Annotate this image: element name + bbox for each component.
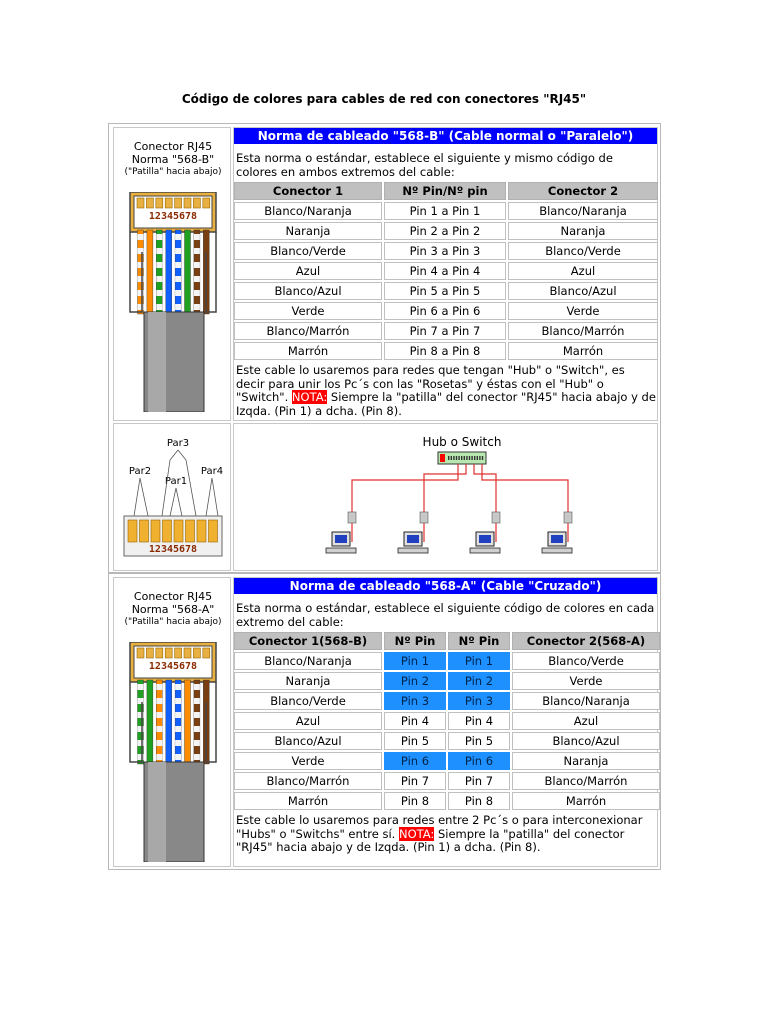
t1-col-header: Nº Pin/Nº pin	[384, 182, 506, 200]
par2-label: Par2	[128, 466, 152, 477]
table-row	[234, 792, 660, 810]
caption-line1: Conector RJ45	[133, 140, 213, 153]
table-568a-cell	[233, 577, 658, 867]
table-cell: Marrón	[512, 792, 660, 810]
table-row	[234, 712, 660, 730]
header-568a: Norma de cableado "568-A" (Cable "Cruzado")	[234, 578, 657, 594]
connector-568a-cell	[113, 577, 231, 867]
table-cell: Pin 6	[448, 752, 510, 770]
table-cell: Pin 1	[448, 652, 510, 670]
nota-568a-text: Siempre la "patilla" del conector "RJ45" hacia abajo y de Izqda. (Pin 1) a dcha. (Pin 8).	[236, 826, 625, 854]
table-row	[234, 342, 658, 360]
table-cell: Blanco/Verde	[234, 242, 382, 260]
t1-col-header: Conector 2	[508, 182, 658, 200]
table-row	[234, 652, 660, 670]
table-cell: Pin 7	[448, 772, 510, 790]
table-cell: Verde	[512, 672, 660, 690]
caption-line3: ("Patilla" hacia abajo)	[124, 167, 222, 177]
pairs-diagram-cell	[113, 423, 231, 571]
table-cell: Verde	[234, 752, 382, 770]
table-cell: Pin 5 a Pin 5	[384, 282, 506, 300]
table-cell: Pin 2	[384, 672, 446, 690]
table-cell: Pin 6 a Pin 6	[384, 302, 506, 320]
caption2-line3: ("Patilla" hacia abajo)	[124, 617, 222, 627]
nota-568b-text: Siempre la "patilla" del conector "RJ45" hacia abajo y de Izqda. (Pin 1) a dcha. (Pin 8).	[236, 390, 656, 418]
table-cell: Blanco/Naranja	[512, 692, 660, 710]
t2-col-header: Nº Pin	[448, 632, 510, 650]
connector-568b-cell	[113, 127, 231, 421]
rj45-568b-connector-image	[128, 192, 220, 412]
table-cell: Pin 5	[384, 732, 446, 750]
table-cell: Pin 3	[384, 692, 446, 710]
footer-568a-text: Este cable lo usaremos para redes entre 2 Pc´s o para interconexionar "Hubs" o "Switchs" entre sí.	[236, 813, 643, 841]
table-cell: Naranja	[234, 222, 382, 240]
table-cell: Azul	[508, 262, 658, 280]
section-568b	[108, 123, 661, 573]
table-row	[234, 222, 658, 240]
section-568a	[108, 573, 661, 870]
table-cell: Azul	[512, 712, 660, 730]
table-row	[234, 672, 660, 690]
network-diagram-image	[234, 424, 657, 570]
table-row	[234, 202, 658, 220]
pin-numbers-label: 12345678	[148, 211, 198, 222]
table-cell: Pin 4	[384, 712, 446, 730]
table-cell: Blanco/Azul	[508, 282, 658, 300]
document-title: Código de colores para cables de red con conectores "RJ45"	[181, 92, 587, 106]
table-cell: Blanco/Marrón	[508, 322, 658, 340]
table-cell: Marrón	[234, 792, 382, 810]
table-cell: Blanco/Verde	[512, 652, 660, 670]
header-568b: Norma de cableado "568-B" (Cable normal o "Paralelo")	[234, 128, 657, 144]
footer-568b-text: Este cable lo usaremos para redes que tengan "Hub" o "Switch", es decir para unir los Pc´s con las "Rosetas" y éstas con el "Hub" o "Switch".	[236, 363, 625, 404]
table-row	[234, 242, 658, 260]
table-cell: Azul	[234, 262, 382, 280]
table-cell: Marrón	[508, 342, 658, 360]
table-row	[234, 732, 660, 750]
t2-col-header: Nº Pin	[384, 632, 446, 650]
t2-col-header: Conector 1(568-B)	[234, 632, 382, 650]
table-cell: Marrón	[234, 342, 382, 360]
color-table-568b	[232, 180, 660, 362]
table-cell: Verde	[234, 302, 382, 320]
table-cell: Pin 3 a Pin 3	[384, 242, 506, 260]
connector-568b-caption	[114, 140, 232, 179]
par3-label: Par3	[166, 438, 190, 449]
table-cell: Blanco/Azul	[234, 732, 382, 750]
table-cell: Pin 4 a Pin 4	[384, 262, 506, 280]
table-cell: Blanco/Marrón	[234, 322, 382, 340]
table-cell: Naranja	[234, 672, 382, 690]
table-cell: Pin 7	[384, 772, 446, 790]
connector-568a-caption	[114, 590, 232, 629]
intro-568a: Esta norma o estándar, establece el siguiente código de colores en cada extremo del cable:	[236, 601, 655, 629]
par4-label: Par4	[200, 466, 224, 477]
table-row	[234, 302, 658, 320]
table-cell: Pin 3	[448, 692, 510, 710]
color-table-568a	[232, 630, 662, 812]
pairs-diagram-image	[118, 432, 228, 564]
table-cell: Naranja	[508, 222, 658, 240]
table-cell: Blanco/Verde	[234, 692, 382, 710]
table-cell: Blanco/Naranja	[234, 202, 382, 220]
table-cell: Azul	[234, 712, 382, 730]
caption2-line1: Conector RJ45	[133, 590, 213, 603]
hub-switch-label: Hub o Switch	[422, 435, 502, 449]
rj45-568a-connector-image	[128, 642, 220, 862]
table-cell: Blanco/Naranja	[508, 202, 658, 220]
table-cell: Pin 6	[384, 752, 446, 770]
table-cell: Pin 4	[448, 712, 510, 730]
table-cell: Blanco/Azul	[234, 282, 382, 300]
nota-568b-label: NOTA:	[291, 390, 328, 404]
table-cell: Blanco/Marrón	[512, 772, 660, 790]
table-cell: Pin 2 a Pin 2	[384, 222, 506, 240]
table-cell: Blanco/Verde	[508, 242, 658, 260]
table-568b-cell	[233, 127, 658, 421]
t2-col-header: Conector 2(568-A)	[512, 632, 660, 650]
table-cell: Pin 8	[448, 792, 510, 810]
table-cell: Blanco/Marrón	[234, 772, 382, 790]
table-cell: Verde	[508, 302, 658, 320]
table-cell: Pin 8	[384, 792, 446, 810]
table-row	[234, 262, 658, 280]
pair-pin-numbers: 12345678	[148, 544, 198, 555]
table-cell: Pin 5	[448, 732, 510, 750]
network-diagram-cell	[233, 423, 658, 571]
table-row	[234, 322, 658, 340]
intro-568b: Esta norma o estándar, establece el siguiente y mismo código de colores en ambos extremos del cable:	[236, 151, 613, 179]
footer-568a	[236, 814, 656, 855]
table-cell: Pin 1	[384, 652, 446, 670]
table-row	[234, 772, 660, 790]
footer-568b	[236, 364, 656, 418]
caption2-line2: Norma "568-A"	[131, 603, 215, 616]
pin-numbers2-label: 12345678	[148, 661, 198, 672]
nota-568a-label: NOTA:	[398, 826, 435, 841]
table-cell: Pin 7 a Pin 7	[384, 322, 506, 340]
table-cell: Blanco/Azul	[512, 732, 660, 750]
t1-col-header: Conector 1	[234, 182, 382, 200]
table-cell: Pin 8 a Pin 8	[384, 342, 506, 360]
table-cell: Blanco/Naranja	[234, 652, 382, 670]
par1-label: Par1	[164, 476, 188, 487]
table-cell: Pin 1 a Pin 1	[384, 202, 506, 220]
table-row	[234, 282, 658, 300]
table-row	[234, 692, 660, 710]
table-cell: Naranja	[512, 752, 660, 770]
table-cell: Pin 2	[448, 672, 510, 690]
table-row	[234, 752, 660, 770]
caption-line2: Norma "568-B"	[131, 153, 215, 166]
